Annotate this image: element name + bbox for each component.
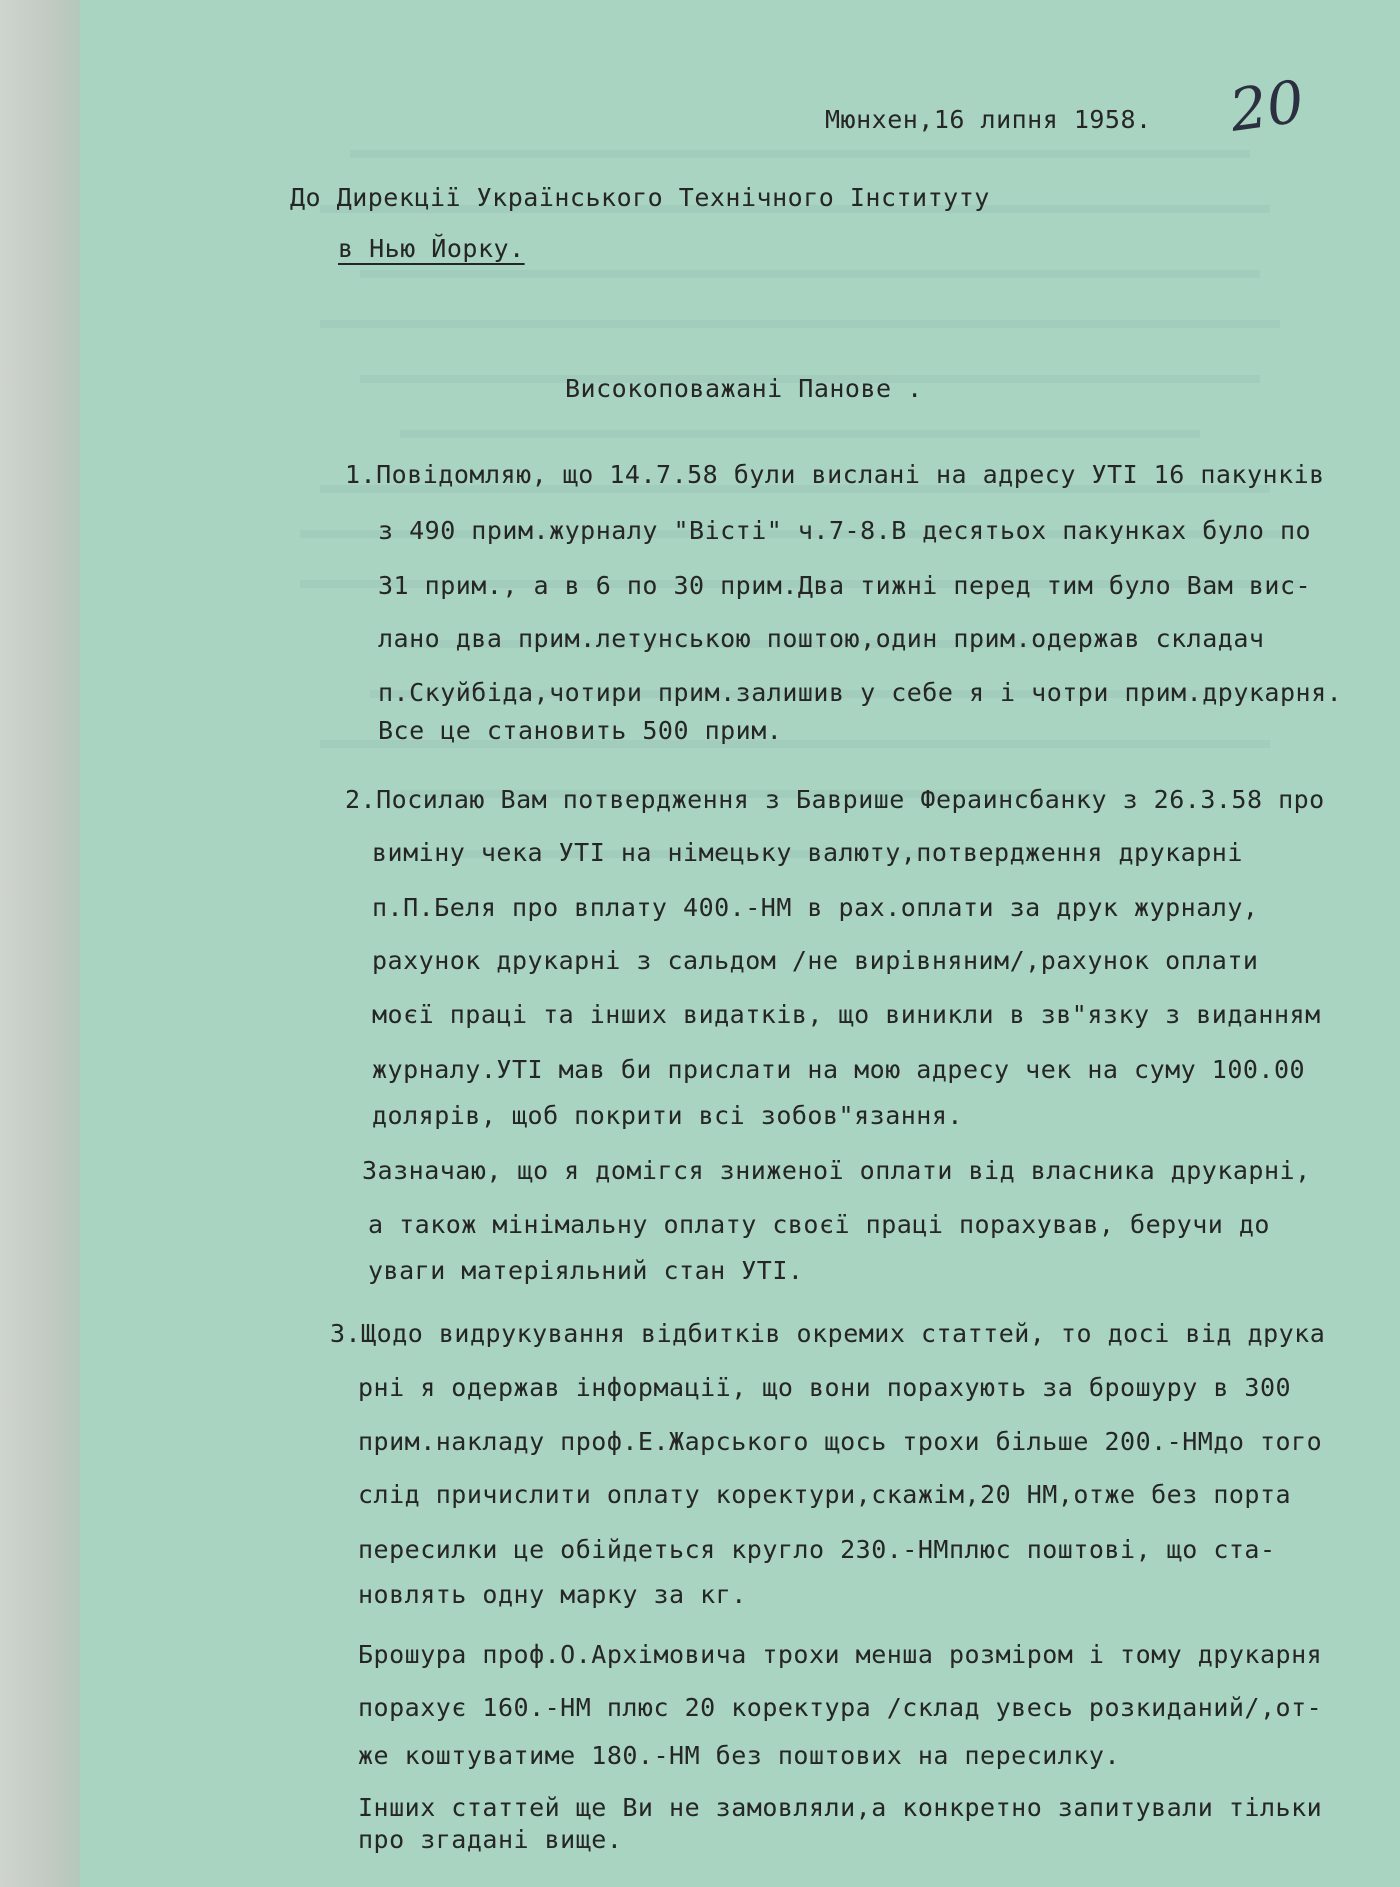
body-line: журналу.УТІ мав би прислати на мою адресу чек на суму 100.00 bbox=[372, 1055, 1306, 1084]
scan-margin-strip bbox=[0, 0, 80, 1887]
body-line: а також мінімальну оплату своєї праці порахував, беручи до bbox=[368, 1210, 1270, 1239]
place-and-date: Мюнхен,16 липня 1958. bbox=[825, 105, 1152, 134]
salutation: Високоповажані Панове . bbox=[565, 374, 923, 403]
body-line: прим.накладу проф.Е.Жарського щось трохи більше 200.-НМдо того bbox=[358, 1427, 1323, 1456]
body-line: пересилки це обійдеться кругло 230.-НМплюс поштові, що ста- bbox=[358, 1535, 1276, 1564]
body-line: же коштуватиме 180.-НМ без поштових на пересилку. bbox=[358, 1741, 1121, 1770]
body-line: 3.Щодо видрукування відбитків окремих статтей, то досі від друка bbox=[330, 1319, 1326, 1348]
body-line: Зазначаю, що я домігся зниженої оплати від власника друкарні, bbox=[362, 1156, 1311, 1185]
body-line: п.Скуйбіда,чотири прим.залишив у себе я і чотри прим.друкарня. bbox=[378, 678, 1343, 707]
body-line: новлять одну марку за кг. bbox=[358, 1580, 747, 1609]
addressee-line-1: До Дирекції Українського Технічного Інституту bbox=[290, 183, 990, 212]
body-line: 2.Посилаю Вам потвердження з Баврише Фераинсбанку з 26.3.58 про bbox=[345, 785, 1325, 814]
body-line: виміну чека УТІ на німецьку валюту,потвердження друкарні bbox=[372, 838, 1243, 867]
body-line: слід причислити оплату коректури,скажім,20 НМ,отже без порта bbox=[358, 1480, 1292, 1509]
body-line: Все це становить 500 прим. bbox=[378, 716, 783, 745]
body-line: уваги матеріяльний стан УТІ. bbox=[368, 1256, 804, 1285]
body-line: 31 прим., а в 6 по 30 прим.Два тижні перед тим було Вам вис- bbox=[378, 571, 1312, 600]
body-line: про згадані вище. bbox=[358, 1825, 623, 1854]
body-line: моєї праці та інших видатків, що виникли в зв"язку з виданням bbox=[372, 1000, 1321, 1029]
handwritten-page-number: 20 bbox=[1225, 67, 1309, 145]
body-line: 1.Повідомляю, що 14.7.58 були вислані на адресу УТІ 16 пакунків bbox=[345, 460, 1325, 489]
body-line: рахунок друкарні з сальдом /не вирівняним/,рахунок оплати bbox=[372, 946, 1259, 975]
body-line: долярів, щоб покрити всі зобов"язання. bbox=[372, 1101, 963, 1130]
addressee-line-2: в Нью Йорку. bbox=[338, 234, 525, 263]
body-line: Інших статтей ще Ви не замовляли,а конкретно запитували тільки bbox=[358, 1793, 1323, 1822]
body-line: з 490 прим.журналу "Вісті" ч.7-8.В десятьох пакунках було по bbox=[378, 516, 1312, 545]
body-line: лано два прим.летунською поштою,один прим.одержав складач bbox=[378, 624, 1265, 653]
body-line: рні я одержав інформації, що вони порахують за брошуру в 300 bbox=[358, 1373, 1292, 1402]
body-line: Брошура проф.О.Архімовича трохи менша розміром і тому друкарня bbox=[358, 1640, 1323, 1669]
body-line: п.П.Беля про вплату 400.-НМ в рах.оплати за друк журналу, bbox=[372, 893, 1259, 922]
body-line: порахує 160.-НМ плюс 20 коректура /склад увесь розкиданий/,от- bbox=[358, 1693, 1323, 1722]
